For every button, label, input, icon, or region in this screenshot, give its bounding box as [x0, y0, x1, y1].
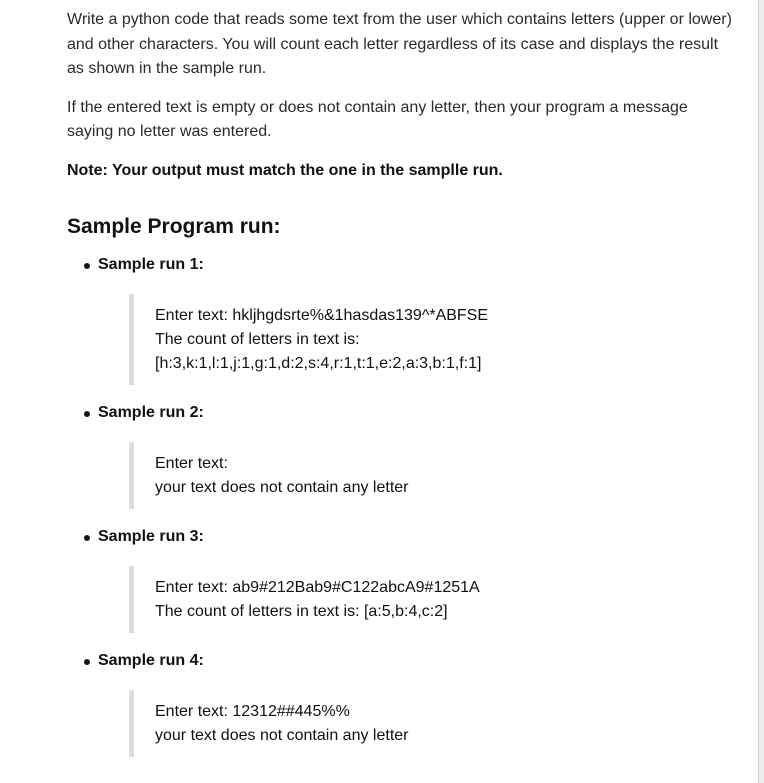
sample-output-block: [129, 294, 737, 385]
output-line: Enter text: hkljhgdsrte%&1hasdas139^*ABFSE: [155, 306, 489, 324]
bullet-icon: [84, 263, 90, 269]
sample-run-title-text: Sample run 2:: [98, 403, 204, 421]
sample-run-title-text: Sample run 1:: [98, 255, 204, 273]
page-edge-scrollbar: [758, 0, 764, 783]
sample-run-title-text: Sample run 4:: [98, 651, 204, 669]
sample-run-title-text: Sample run 3:: [98, 527, 204, 545]
intro-paragraph-2: If the entered text is empty or does not contain any letter, then your program a message saying no letter was entered.: [67, 98, 688, 140]
bullet-icon: [84, 659, 90, 665]
sample-runs-list: [67, 253, 737, 757]
intro-paragraph-1: Write a python code that reads some text from the user which contains letters (upper or lower) and other characters. You will count each letter regardless of its case and displays the result as shown in the sample run.: [67, 11, 732, 77]
section-title: Sample Program run:: [67, 214, 281, 238]
output-line: Enter text: 12312##445%%: [155, 702, 350, 720]
sample-run-4: [67, 649, 737, 757]
note-text: Note: Your output must match the one in the samplle run.: [67, 161, 503, 179]
bullet-icon: [84, 411, 90, 417]
sample-run-1: [67, 253, 737, 385]
bullet-icon: [84, 535, 90, 541]
output-line: The count of letters in text is:: [155, 330, 360, 348]
sample-output-block: [129, 690, 737, 757]
output-line: Enter text:: [155, 454, 228, 472]
sample-output-block: [129, 566, 737, 633]
sample-run-title: [67, 253, 737, 277]
sample-run-2: [67, 401, 737, 509]
sample-run-title: [67, 525, 737, 549]
output-line: your text does not contain any letter: [155, 478, 409, 496]
sample-run-3: [67, 525, 737, 633]
problem-statement: [67, 8, 737, 773]
output-line: [h:3,k:1,l:1,j:1,g:1,d:2,s:4,r:1,t:1,e:2,a:3,b:1,f:1]: [155, 354, 482, 372]
output-line: Enter text: ab9#212Bab9#C122abcA9#1251A: [155, 578, 480, 596]
sample-output-block: [129, 442, 737, 509]
sample-run-title: [67, 401, 737, 425]
output-line: The count of letters in text is: [a:5,b:4,c:2]: [155, 602, 448, 620]
sample-run-title: [67, 649, 737, 673]
output-line: your text does not contain any letter: [155, 726, 409, 744]
